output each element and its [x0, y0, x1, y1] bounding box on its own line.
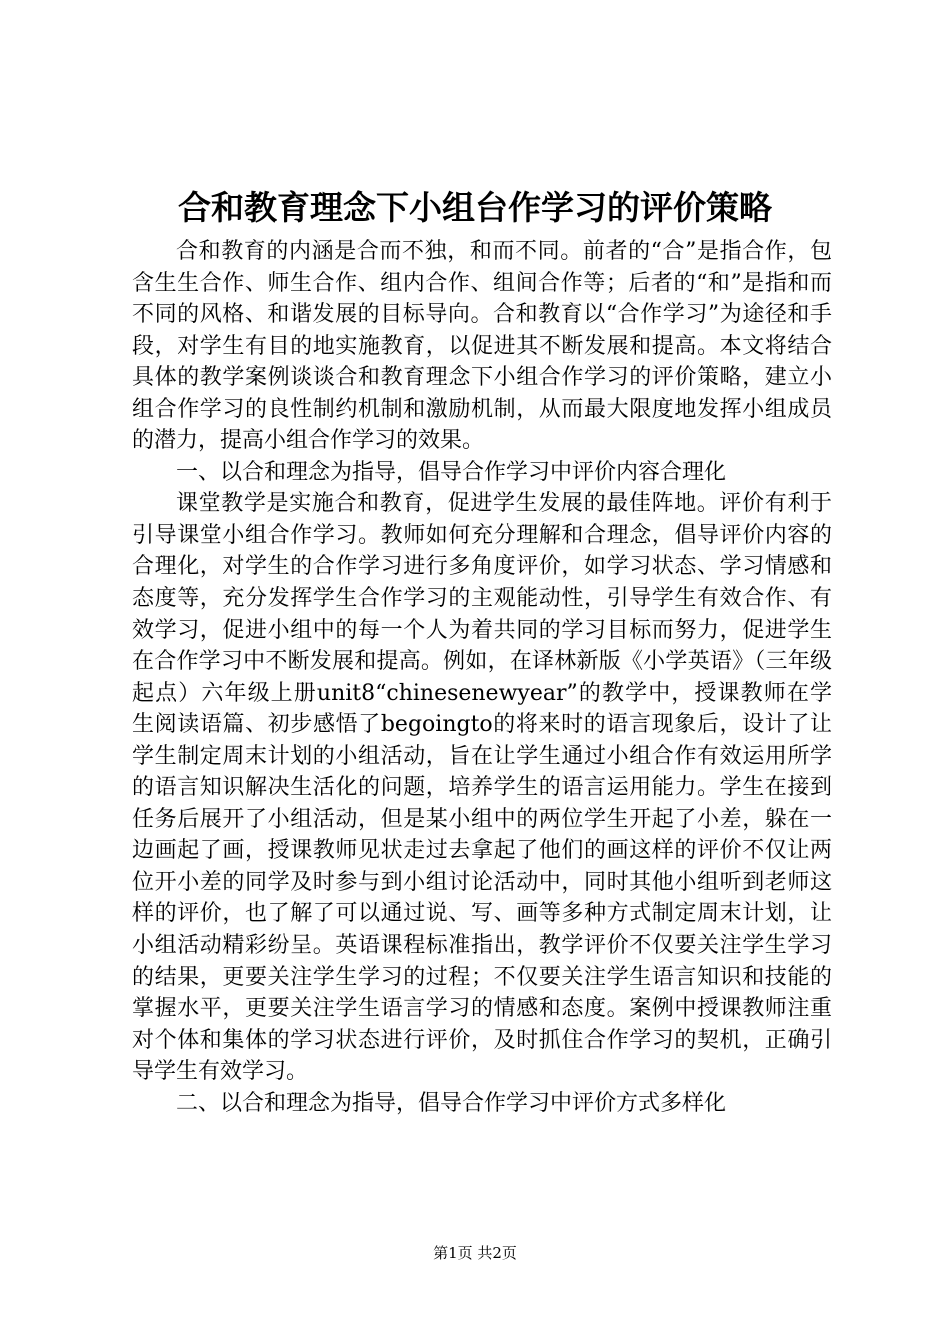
paragraph-section-1: 课堂教学是实施合和教育，促进学生发展的最佳阵地。评价有利于引导课堂小组合作学习。教师如何充分理解和合理念，倡导评价内容的合理化，对学生的合作学习进行多角度评价，如学习状态、学习情感和态度等，充分发挥学生合作学习的主观能动性，引导学生有效合作、有效学习，促进小组中的每一个人为着共同的学习目标而努力，促进学生在合作学习中不断发展和提高。例如，在译林新版《小学英语》（三年级起点）六年级上册unit8“chinesenewyear”的教学中，授课教师在学生阅读语篇、初步感悟了begoingto的将来时的语言现象后，设计了让学生制定周末计划的小组活动，旨在让学生通过小组合作有效运用所学的语言知识解决生活化的问题，培养学生的语言运用能力。学生在接到任务后展开了小组活动，但是某小组中的两位学生开起了小差，躲在一边画起了画，授课教师见状走过去拿起了他们的画这样的评价不仅让两位开小差的同学及时参与到小组讨论活动中，同时其他小组听到老师这样的评价，也了解了可以通过说、写、画等多种方式制定周末计划，让小组活动精彩纷呈。英语课程标准指出，教学评价不仅要关注学生学习的结果，更要关注学生学习的过程；不仅要关注学生语言知识和技能的掌握水平，更要关注学生语言学习的情感和态度。案例中授课教师注重对个体和集体的学习状态进行评价，及时抓住合作学习的契机，正确引导学生有效学习。: [132, 491, 832, 1085]
section-heading-1: 一、以合和理念为指导，倡导合作学习中评价内容合理化: [176, 459, 727, 485]
page-number-footer: 第1页 共2页: [433, 1244, 517, 1262]
paragraph-intro: 合和教育的内涵是合而不独，和而不同。前者的“合”是指合作，包含生生合作、师生合作、组内合作、组间合作等；后者的“和”是指和而不同的风格、和谐发展的目标导向。合和教育以“合作学习”为途径和手段，对学生有目的地实施教育，以促进其不断发展和提高。本文将结合具体的教学案例谈谈合和教育理念下小组合作学习的评价策略，建立小组合作学习的良性制约机制和激励机制，从而最大限度地发挥小组成员的潜力，提高小组合作学习的效果。: [132, 239, 832, 454]
section-heading-2: 二、以合和理念为指导，倡导合作学习中评价方式多样化: [176, 1090, 727, 1116]
document-body: [132, 236, 832, 1119]
document-title: 合和教育理念下小组台作学习的评价策略: [178, 188, 772, 227]
